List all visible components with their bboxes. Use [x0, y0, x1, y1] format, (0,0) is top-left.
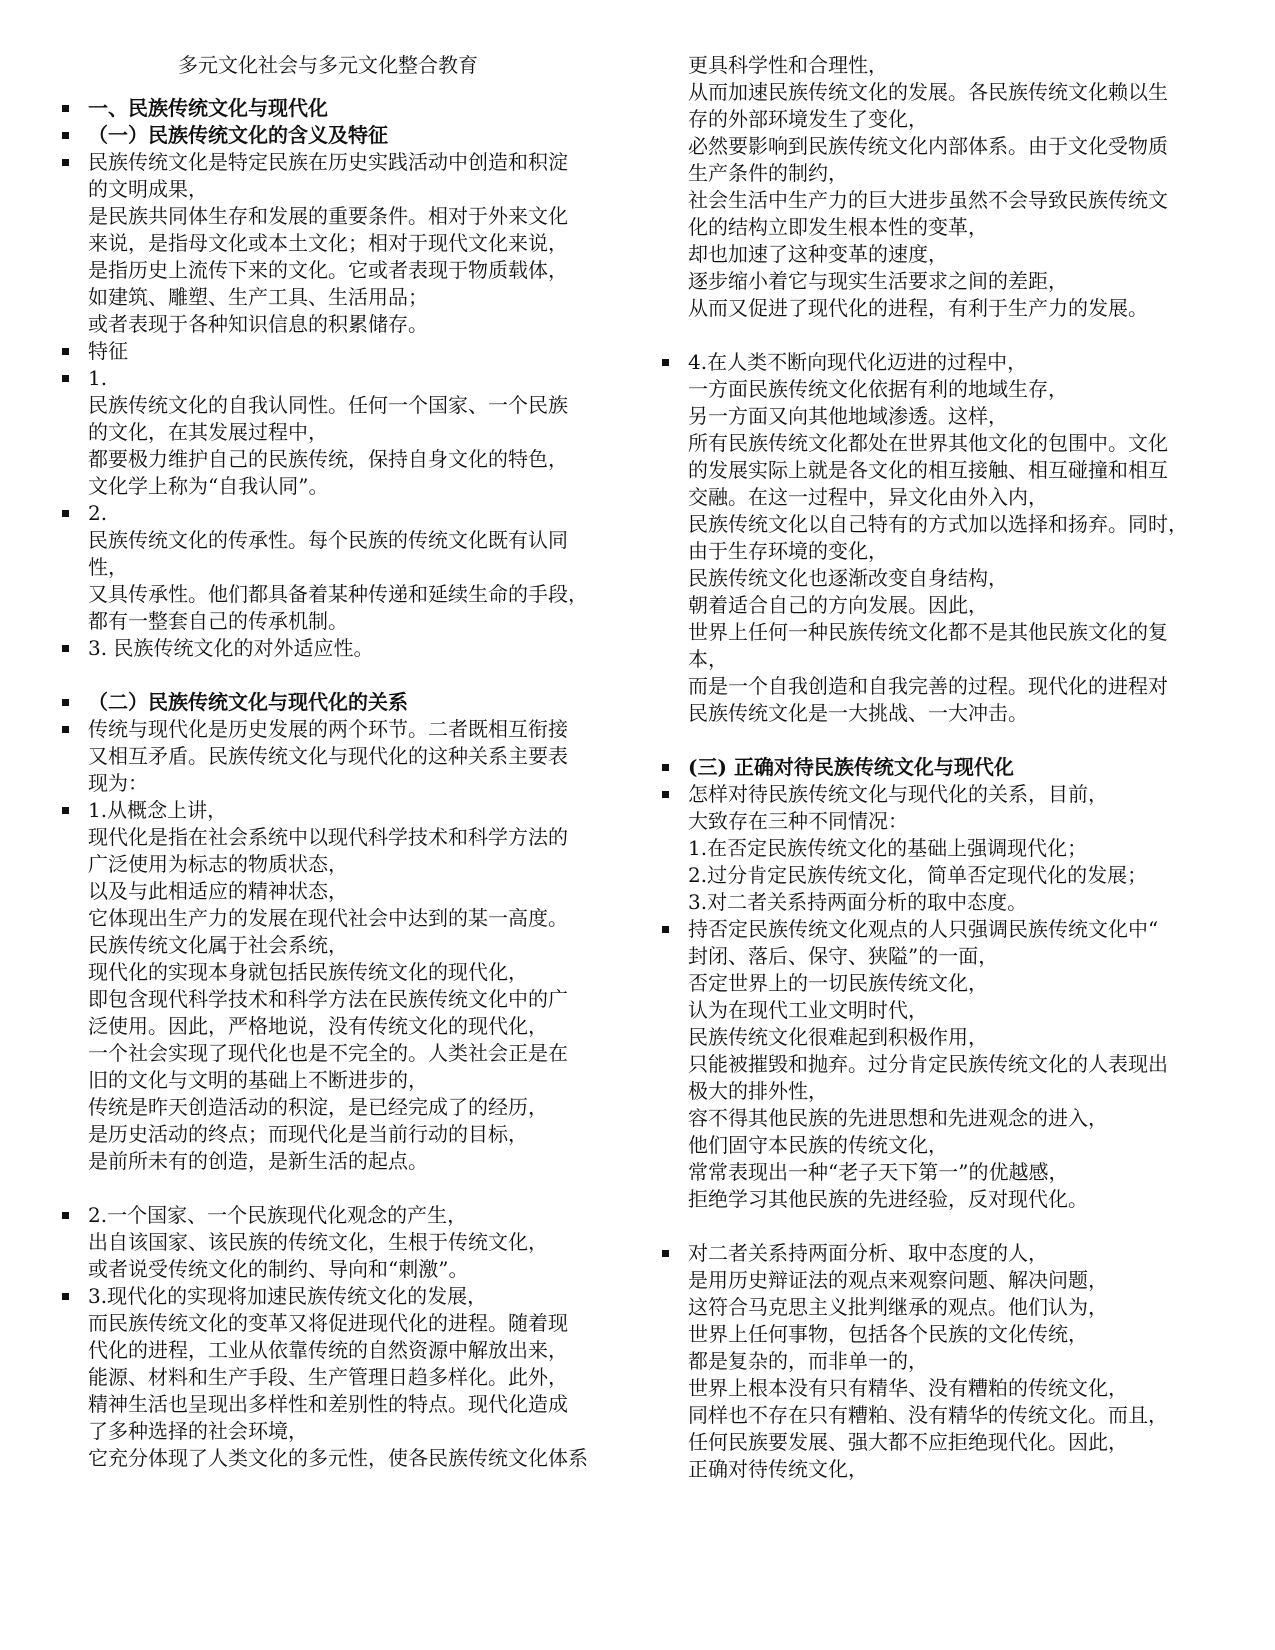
paragraph-gap	[60, 1175, 620, 1202]
bullet-paragraph	[60, 797, 620, 1175]
text-line: 持否定民族传统文化观点的人只强调民族传统文化中“	[688, 917, 1159, 941]
text-line: 却也加速了这种变革的速度，	[688, 242, 948, 266]
text-line: 1.从概念上讲，	[88, 798, 228, 822]
text-line: 怎样对待民族传统文化与现代化的关系，目前，	[688, 782, 1108, 806]
text-line: 又相互矛盾。民族传统文化与现代化的这种关系主要表	[88, 744, 568, 768]
text-line: 都是复杂的，而非单一的，	[688, 1349, 928, 1373]
text-line: 同样也不存在只有糟粕、没有精华的传统文化。而且，	[688, 1403, 1168, 1427]
text-line: 民族传统文化的传承性。每个民族的传统文化既有认同	[88, 528, 568, 552]
text-line: 2.过分肯定民族传统文化，简单否定现代化的发展；	[688, 863, 1148, 887]
text-line: 朝着适合自己的方向发展。因此，	[688, 593, 988, 617]
text-line: 1.	[88, 366, 108, 390]
text-line: 现代化是指在社会系统中以现代科学技术和科学方法的	[88, 825, 568, 849]
text-line: 一、民族传统文化与现代化	[88, 96, 328, 120]
right-blocks	[660, 52, 1220, 1483]
right-column	[660, 52, 1220, 1483]
text-line: 这符合马克思主义批判继承的观点。他们认为，	[688, 1295, 1108, 1319]
text-line: 文化学上称为“自我认同”。	[88, 474, 329, 498]
text-line: 正确对待传统文化，	[688, 1457, 868, 1481]
text-line: 大致存在三种不同情况：	[688, 809, 908, 833]
text-line: 又具传承性。他们都具备着某种传递和延续生命的手段，	[88, 582, 588, 606]
text-line: 封闭、落后、保守、狭隘”的一面，	[688, 944, 999, 968]
bullet-paragraph	[60, 338, 620, 365]
text-line: 即包含现代科学技术和科学方法在民族传统文化中的广	[88, 987, 568, 1011]
text-line: 民族传统文化属于社会系统，	[88, 933, 348, 957]
text-line: 而是一个自我创造和自我完善的过程。现代化的进程对	[688, 674, 1168, 698]
text-line: 或者说受传统文化的制约、导向和“刺激”。	[88, 1257, 469, 1281]
text-line: 特征	[88, 339, 128, 363]
text-line: 2.一个国家、一个民族现代化观念的产生，	[88, 1203, 468, 1227]
text-line: 2.	[88, 501, 108, 525]
text-line: 只能被摧毁和抛弃。过分肯定民族传统文化的人表现出	[688, 1052, 1168, 1076]
text-line: 民族传统文化也逐渐改变自身结构，	[688, 566, 1008, 590]
text-line: 是民族共同体生存和发展的重要条件。相对于外来文化	[88, 204, 568, 228]
text-line: 1.在否定民族传统文化的基础上强调现代化；	[688, 836, 1088, 860]
text-line: 他们固守本民族的传统文化，	[688, 1133, 948, 1157]
text-line: 4.在人类不断向现代化迈进的过程中，	[688, 350, 1028, 374]
text-line: 民族传统文化是一大挑战、一大冲击。	[688, 701, 1028, 725]
bullet-paragraph	[60, 635, 620, 662]
text-line: 拒绝学习其他民族的先进经验，反对现代化。	[688, 1187, 1088, 1211]
text-line: 另一方面又向其他地域渗透。这样，	[688, 404, 1008, 428]
text-line: 旧的文化与文明的基础上不断进步的，	[88, 1068, 428, 1092]
paragraph-gap	[660, 1213, 1220, 1240]
paragraph-gap	[660, 322, 1220, 349]
text-line: 一个社会实现了现代化也是不完全的。人类社会正是在	[88, 1041, 568, 1065]
text-line: 它充分体现了人类文化的多元性，使各民族传统文化体系	[88, 1446, 588, 1470]
text-line: 任何民族要发展、强大都不应拒绝现代化。因此，	[688, 1430, 1128, 1454]
document-title: 多元文化社会与多元文化整合教育	[178, 53, 478, 77]
text-line: 否定世界上的一切民族传统文化，	[688, 971, 988, 995]
text-line: 认为在现代工业文明时代，	[688, 998, 928, 1022]
paragraph-gap	[660, 727, 1220, 754]
text-line: 民族传统文化的自我认同性。任何一个国家、一个民族	[88, 393, 568, 417]
text-line: 从而加速民族传统文化的发展。各民族传统文化赖以生	[688, 80, 1168, 104]
bullet-paragraph	[660, 781, 1220, 916]
bullet-paragraph	[660, 52, 1220, 322]
text-line: 是历史活动的终点；而现代化是当前行动的目标，	[88, 1122, 528, 1146]
text-line: 的文化，在其发展过程中，	[88, 420, 328, 444]
text-line: 对二者关系持两面分析、取中态度的人，	[688, 1241, 1048, 1265]
paragraph-gap	[60, 662, 620, 689]
text-line: 一方面民族传统文化依据有利的地域生存，	[688, 377, 1068, 401]
text-line: 能源、材料和生产手段、生产管理日趋多样化。此外，	[88, 1365, 568, 1389]
text-line: 交融。在这一过程中，异文化由外入内，	[688, 485, 1048, 509]
text-line: 而民族传统文化的变革又将促进现代化的进程。随着现	[88, 1311, 568, 1335]
left-column	[60, 52, 620, 1472]
text-line: 3. 民族传统文化的对外适应性。	[88, 636, 374, 660]
text-line: 是前所未有的创造，是新生活的起点。	[88, 1149, 428, 1173]
text-line: 精神生活也呈现出多样性和差别性的特点。现代化造成	[88, 1392, 568, 1416]
bullet-paragraph	[60, 365, 620, 500]
bullet-paragraph	[60, 500, 620, 635]
text-line: 传统与现代化是历史发展的两个环节。二者既相互衔接	[88, 717, 568, 741]
text-line: 由于生存环境的变化，	[688, 539, 888, 563]
text-line: 从而又促进了现代化的进程，有利于生产力的发展。	[688, 296, 1148, 320]
text-line: 代化的进程，工业从依靠传统的自然资源中解放出来，	[88, 1338, 568, 1362]
text-line: 化的结构立即发生根本性的变革，	[688, 215, 988, 239]
text-line: 3.对二者关系持两面分析的取中态度。	[688, 890, 1028, 914]
text-line: 世界上任何事物，包括各个民族的文化传统，	[688, 1322, 1088, 1346]
section-heading	[660, 754, 1220, 781]
text-line: 是指历史上流传下来的文化。它或者表现于物质载体，	[88, 258, 568, 282]
text-line: 来说，是指母文化或本土文化；相对于现代文化来说，	[88, 231, 568, 255]
text-line: 现代化的实现本身就包括民族传统文化的现代化，	[88, 960, 528, 984]
text-line: 广泛使用为标志的物质状态，	[88, 852, 348, 876]
text-line: 了多种选择的社会环境，	[88, 1419, 308, 1443]
text-line: 以及与此相适应的精神状态，	[88, 879, 348, 903]
bullet-paragraph	[660, 349, 1220, 727]
section-heading	[60, 122, 620, 149]
text-line: 是用历史辩证法的观点来观察问题、解决问题，	[688, 1268, 1108, 1292]
text-line: 民族传统文化是特定民族在历史实践活动中创造和积淀	[88, 150, 568, 174]
text-line: （一）民族传统文化的含义及特征	[88, 123, 388, 147]
text-line: 本，	[688, 647, 728, 671]
text-line: 传统是昨天创造活动的积淀，是已经完成了的经历，	[88, 1095, 548, 1119]
text-line: 的发展实际上就是各文化的相互接触、相互碰撞和相互	[688, 458, 1168, 482]
bullet-paragraph	[60, 149, 620, 338]
text-line: 如建筑、雕塑、生产工具、生活用品；	[88, 285, 428, 309]
text-line: 3.现代化的实现将加速民族传统文化的发展，	[88, 1284, 488, 1308]
text-line: 逐步缩小着它与现实生活要求之间的差距，	[688, 269, 1068, 293]
text-line: 必然要影响到民族传统文化内部体系。由于文化受物质	[688, 134, 1168, 158]
text-line: 都有一整套自己的传承机制。	[88, 609, 348, 633]
text-line: 它体现出生产力的发展在现代社会中达到的某一高度。	[88, 906, 568, 930]
text-line: 世界上任何一种民族传统文化都不是其他民族文化的复	[688, 620, 1168, 644]
text-line: 或者表现于各种知识信息的积累储存。	[88, 312, 428, 336]
text-line: 极大的排外性，	[688, 1079, 828, 1103]
text-line: 生产条件的制约，	[688, 161, 848, 185]
text-line: 的文明成果，	[88, 177, 208, 201]
text-line: 更具科学性和合理性，	[688, 53, 888, 77]
text-line: 民族传统文化很难起到积极作用，	[688, 1025, 988, 1049]
bullet-paragraph	[60, 1283, 620, 1472]
text-line: 现为：	[88, 771, 148, 795]
text-line: 存的外部环境发生了变化，	[688, 107, 928, 131]
left-blocks	[60, 95, 620, 1472]
text-line: 常常表现出一种“老子天下第一”的优越感，	[688, 1160, 1069, 1184]
text-line: (三) 正确对待民族传统文化与现代化	[688, 755, 1014, 779]
bullet-paragraph	[660, 916, 1220, 1213]
text-line: 泛使用。因此，严格地说，没有传统文化的现代化，	[88, 1014, 548, 1038]
text-line: 民族传统文化以自己特有的方式加以选择和扬弃。同时，	[688, 512, 1188, 536]
bullet-paragraph	[60, 1202, 620, 1283]
section-heading	[60, 689, 620, 716]
section-heading	[60, 95, 620, 122]
text-line: 所有民族传统文化都处在世界其他文化的包围中。文化	[688, 431, 1168, 455]
text-line: （二）民族传统文化与现代化的关系	[88, 690, 408, 714]
bullet-paragraph	[660, 1240, 1220, 1483]
text-line: 都要极力维护自己的民族传统，保持自身文化的特色，	[88, 447, 568, 471]
text-line: 出自该国家、该民族的传统文化，生根于传统文化，	[88, 1230, 548, 1254]
bullet-paragraph	[60, 716, 620, 797]
text-line: 性，	[88, 555, 128, 579]
text-line: 社会生活中生产力的巨大进步虽然不会导致民族传统文	[688, 188, 1168, 212]
text-line: 世界上根本没有只有精华、没有糟粕的传统文化，	[688, 1376, 1128, 1400]
text-line: 容不得其他民族的先进思想和先进观念的进入，	[688, 1106, 1108, 1130]
